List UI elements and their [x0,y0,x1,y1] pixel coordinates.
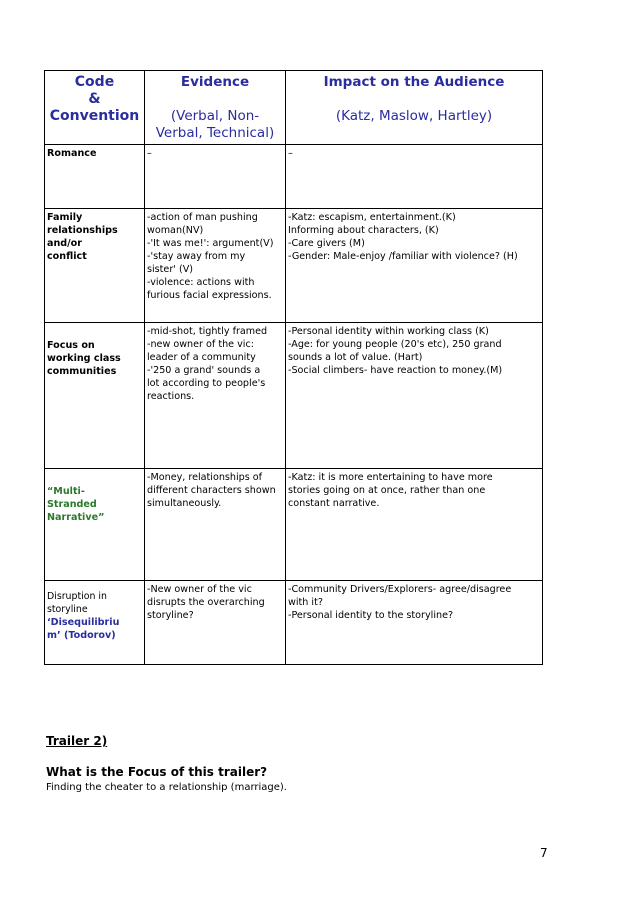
evidence-line: -violence: actions with [147,277,255,288]
impact-cell [286,469,543,581]
table-row [45,323,543,469]
code-label: and/or [47,238,82,249]
code-label: Narrative” [47,512,105,523]
evidence-cell [145,209,286,323]
code-label: working class [47,353,121,364]
evidence-line: reactions. [147,391,195,402]
impact-line: constant narrative. [288,498,380,509]
evidence-line: -new owner of the vic: [147,339,254,350]
code-label: Family [47,212,83,223]
table-row [45,145,543,209]
code-label: Romance [47,148,97,159]
impact-line: stories going on at once, rather than one [288,485,486,496]
impact-line: -Katz: escapism, entertainment.(K) [288,212,456,223]
impact-line: -Personal identity within working class (K) [288,326,489,337]
header-evidence-sub: (Verbal, Non- [170,108,260,124]
evidence-line: – [147,148,152,159]
impact-cell [286,145,543,209]
evidence-cell [145,581,286,665]
impact-line: sounds a lot of value. (Hart) [288,352,423,363]
impact-line: -Care givers (M) [288,238,365,249]
impact-cell [286,581,543,665]
header-impact [286,71,543,145]
code-sublabel: storyline [47,603,88,615]
code-sublabel: Disruption in [47,591,107,602]
evidence-line: sister' (V) [147,264,194,275]
evidence-cell [145,145,286,209]
header-code-convention [45,71,145,145]
code-cell [45,209,145,323]
evidence-line: -Money, relationships of [147,472,263,483]
code-label: conflict [47,251,87,262]
evidence-cell [145,469,286,581]
table-row [45,209,543,323]
header-code-line: Convention [49,108,140,124]
impact-line: -Community Drivers/Explorers- agree/disagree [288,584,512,595]
code-cell [45,469,145,581]
impact-line: with it? [288,597,323,608]
impact-cell [286,323,543,469]
code-cell [45,145,145,209]
header-code-line: & [88,91,101,107]
table-row [45,581,543,665]
impact-line: Informing about characters, (K) [288,225,439,236]
code-cell [45,581,145,665]
impact-line: -Social climbers- have reaction to money.(M) [288,365,503,376]
header-impact-sub: (Katz, Maslow, Hartley) [335,108,493,124]
trailer-heading: Trailer 2) [46,734,108,748]
code-label: communities [47,366,117,377]
code-cell [45,323,145,469]
header-evidence [145,71,286,145]
evidence-line: -'stay away from my [147,251,246,262]
impact-line: -Katz: it is more entertaining to have more [288,472,493,483]
evidence-line: storyline? [147,610,194,621]
evidence-line: furious facial expressions. [147,290,272,301]
evidence-line: woman(NV) [147,225,204,236]
code-label: Focus on [47,340,95,351]
evidence-line: disrupts the overarching [147,597,265,608]
evidence-line: -'250 a grand' sounds a [147,365,261,376]
focus-answer: Finding the cheater to a relationship (marriage). [46,782,287,793]
evidence-cell [145,323,286,469]
code-label: Stranded [47,499,97,510]
evidence-line: lot according to people's [147,378,266,389]
evidence-line: simultaneously. [147,498,222,509]
code-label: “Multi- [47,486,85,497]
evidence-line: -mid-shot, tightly framed [147,326,268,337]
evidence-line: -'It was me!': argument(V) [147,238,274,249]
evidence-line: -New owner of the vic [147,584,252,595]
focus-question: What is the Focus of this trailer? [46,765,268,779]
header-code-line: Code [74,74,115,90]
table-header-row [45,71,543,145]
page-number: 7 [540,846,548,860]
table-row [45,469,543,581]
evidence-line: different characters shown [147,485,276,496]
impact-line: -Age: for young people (20's etc), 250 grand [288,339,502,350]
media-analysis-table [44,70,543,665]
impact-line: -Gender: Male-enjoy /familiar with violence? (H) [288,251,518,262]
header-evidence-sub: Verbal, Technical) [155,125,275,141]
impact-line: – [288,148,293,159]
evidence-line: leader of a community [147,352,256,363]
impact-line: -Personal identity to the storyline? [288,610,454,621]
header-evidence-title: Evidence [180,74,250,90]
impact-cell [286,209,543,323]
code-label: ‘Disequilibriu [47,617,120,628]
header-impact-title: Impact on the Audience [323,74,505,90]
code-label: relationships [47,225,118,236]
code-label: m’ (Todorov) [47,630,116,641]
evidence-line: -action of man pushing [147,212,258,223]
